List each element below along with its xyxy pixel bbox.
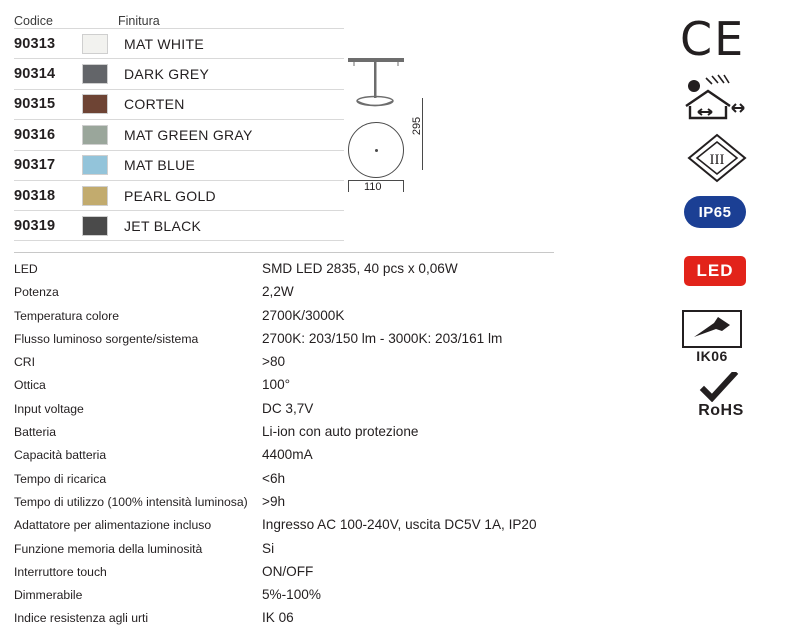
column-header-finish: Finitura (118, 14, 160, 28)
cert-item (672, 250, 784, 308)
svg-text:III: III (709, 152, 725, 168)
finish-swatch (82, 94, 108, 114)
spec-key: Tempo di utilizzo (100% intensità luminosa) (14, 494, 248, 509)
top-view-circle (348, 122, 404, 178)
spec-key: Batteria (14, 425, 57, 440)
finish-swatch (82, 216, 108, 236)
width-dimension (348, 180, 408, 200)
spec-key: Indice resistenza agli urti (14, 611, 149, 626)
finishes-table (14, 6, 344, 241)
spec-value: Ingresso AC 100-240V, uscita DC5V 1A, IP20 (262, 517, 537, 533)
cert-item (672, 370, 784, 428)
cert-item (672, 190, 784, 248)
impact-rating-label: IK06 (682, 346, 742, 364)
finish-label: DARK GREY (124, 66, 210, 83)
led-icon: LED (684, 256, 746, 286)
spec-row (14, 471, 554, 494)
spec-value: 5%-100% (262, 587, 321, 603)
spec-key: Flusso luminoso sorgente/sistema (14, 331, 199, 346)
ip-rating-icon: IP65 (684, 196, 746, 228)
table-row[interactable] (14, 210, 344, 240)
cert-item (672, 70, 784, 128)
column-header-code: Codice (14, 14, 53, 28)
spec-row (14, 564, 554, 587)
finish-label: MAT BLUE (124, 157, 196, 174)
spec-value: ON/OFF (262, 563, 314, 579)
spec-row (14, 308, 554, 331)
finish-code: 90316 (14, 126, 56, 143)
height-dimension-label: 295 (411, 116, 424, 136)
finish-label: CORTEN (124, 96, 185, 113)
spec-value: 4400mA (262, 447, 313, 463)
finish-code: 90317 (14, 157, 56, 174)
finish-swatch (82, 186, 108, 206)
finish-swatch (82, 34, 108, 54)
spec-value: 2700K: 203/150 lm - 3000K: 203/161 lm (262, 330, 503, 346)
finish-code: 90319 (14, 217, 56, 234)
spec-value: <6h (262, 470, 286, 486)
finish-label: JET BLACK (124, 217, 202, 234)
finish-label: MAT GREEN GRAY (124, 126, 253, 143)
spec-key: Interruttore touch (14, 564, 107, 579)
rohs-icon (682, 372, 760, 422)
spec-row (14, 494, 554, 517)
spec-row (14, 377, 554, 400)
finishes-table-header (14, 6, 344, 28)
spec-row (14, 261, 554, 284)
spec-key: Potenza (14, 285, 59, 300)
spec-key: Ottica (14, 378, 46, 393)
spec-value: Li-ion con auto protezione (262, 424, 419, 440)
spec-row (14, 541, 554, 564)
ce-mark-icon: CE (680, 12, 746, 66)
checkmark-icon (682, 372, 760, 402)
spec-value: >80 (262, 354, 286, 370)
product-technical-drawing (330, 40, 460, 220)
table-row[interactable] (14, 150, 344, 180)
spec-row (14, 610, 554, 633)
width-dimension-label: 110 (364, 181, 382, 193)
spec-row (14, 424, 554, 447)
spec-row (14, 284, 554, 307)
spec-key: LED (14, 262, 38, 276)
spec-row (14, 517, 554, 540)
spec-key: Input voltage (14, 401, 84, 416)
cert-item (672, 310, 784, 368)
finish-swatch (82, 64, 108, 84)
spec-value: DC 3,7V (262, 400, 314, 416)
indoor-outdoor-icon (682, 72, 758, 122)
table-row[interactable] (14, 89, 344, 119)
height-dimension (411, 98, 432, 170)
class-3-icon (686, 132, 748, 184)
spec-key: Temperatura colore (14, 308, 119, 323)
spec-row (14, 331, 554, 354)
spec-row (14, 401, 554, 424)
table-row[interactable] (14, 180, 344, 210)
spec-key: Dimmerabile (14, 588, 83, 603)
finish-code: 90315 (14, 96, 56, 113)
finish-swatch (82, 125, 108, 145)
finish-code: 90313 (14, 35, 56, 52)
table-row[interactable] (14, 119, 344, 149)
rohs-label: RoHS (698, 402, 744, 419)
finish-code: 90318 (14, 187, 56, 204)
spec-key: Adattatore per alimentazione incluso (14, 518, 212, 533)
spec-row (14, 447, 554, 470)
table-row[interactable] (14, 28, 344, 58)
finish-code: 90314 (14, 66, 56, 83)
spec-value: 2,2W (262, 284, 294, 300)
spec-value: IK 06 (262, 610, 294, 626)
spec-value: 100° (262, 377, 291, 393)
hammer-icon (692, 315, 734, 341)
table-row[interactable] (14, 58, 344, 88)
spec-row (14, 587, 554, 610)
certification-icons (672, 10, 784, 430)
finish-label: MAT WHITE (124, 35, 204, 52)
spec-value: SMD LED 2835, 40 pcs x 0,06W (262, 261, 458, 276)
spec-row (14, 354, 554, 377)
impact-rating-icon (682, 310, 754, 364)
finish-swatch (82, 155, 108, 175)
spec-key: Capacità batteria (14, 448, 107, 463)
spec-key: CRI (14, 355, 35, 370)
cert-item (672, 10, 784, 68)
spec-key: Tempo di ricarica (14, 471, 107, 486)
spec-value: Si (262, 540, 275, 556)
spec-key: Funzione memoria della luminosità (14, 541, 203, 556)
spec-value: 2700K/3000K (262, 307, 345, 323)
cert-item (672, 130, 784, 188)
specifications-table (14, 252, 554, 634)
finish-label: PEARL GOLD (124, 187, 216, 204)
spec-value: >9h (262, 493, 286, 509)
